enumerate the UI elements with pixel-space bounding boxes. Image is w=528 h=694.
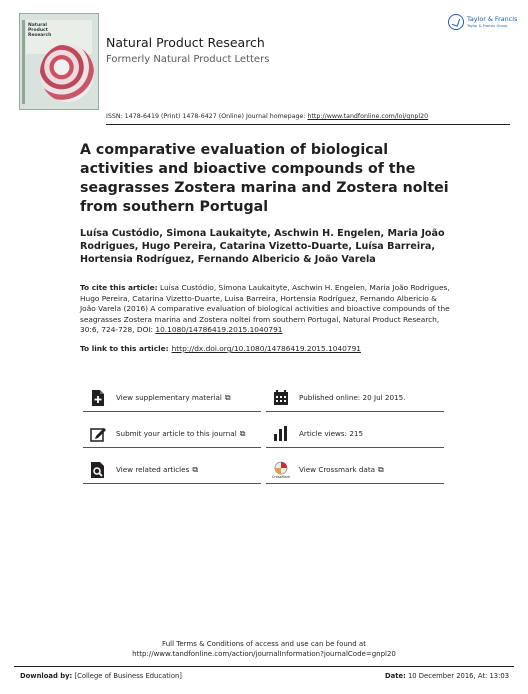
citation-text: Luísa Custódio, Simona Laukaityte, Aschwin H. Engelen, Maria João Rodrigues, Hugo Pereira, Catarina Vizetto-Duarte, Luísa Barreira, Hortensia Rodríguez, Fernando Albericio & João Varela (2016) A comparative evaluation of biological activities and bioactive compounds of the seagrasses Zostera marina and Zostera noltei from southern Portugal, Natural Product Research, 30:6, 724-728, DOI: — [80, 283, 450, 334]
published-online-info — [266, 384, 444, 412]
view-supplementary-button[interactable] — [83, 384, 261, 412]
article-url-link[interactable]: http://dx.doi.org/10.1080/14786419.2015.1040791 — [171, 344, 361, 353]
supplementary-label: View supplementary material — [116, 393, 222, 402]
article-title: A comparative evaluation of biological activities and bioactive compounds of the seagrasses Zostera marina and Zostera noltei from southern Portugal — [80, 142, 449, 215]
journal-homepage-link[interactable]: http://www.tandfonline.com/loi/gnpl20 — [307, 113, 429, 120]
terms-line-1: Full Terms & Conditions of access and use can be found at — [162, 640, 366, 648]
taylor-francis-icon — [448, 14, 464, 30]
publisher-logo[interactable] — [448, 14, 518, 34]
article-authors: Luísa Custódio, Simona Laukaityte, Aschwin H. Engelen, Maria João Rodrigues, Hugo Pereira, Catarina Vizetto-Duarte, Luísa Barreira, Hortensia Rodríguez, Fernando Albericio & João Varela — [80, 228, 445, 266]
cover-artwork — [40, 44, 94, 102]
publisher-name: Taylor & Francis — [467, 15, 518, 23]
related-articles-label: View related articles — [116, 465, 190, 474]
edit-pencil-icon — [89, 425, 107, 443]
citation-label: To cite this article: — [80, 283, 158, 292]
journal-cover-thumbnail — [19, 13, 99, 110]
published-online-label: Published online: 20 Jul 2015. — [299, 393, 406, 402]
download-date — [385, 672, 509, 680]
crossmark-icon — [272, 461, 290, 479]
terms-note — [60, 640, 468, 659]
calendar-icon — [272, 389, 290, 407]
view-crossmark-button[interactable] — [266, 456, 444, 484]
external-link-icon: ⧉ — [192, 464, 199, 474]
footer-divider — [14, 666, 514, 667]
date-label: Date: — [385, 672, 406, 680]
submit-article-label: Submit your article to this journal — [116, 429, 237, 438]
journal-subtitle: Formerly Natural Product Letters — [106, 54, 270, 65]
issn-line — [106, 113, 428, 120]
citation — [80, 283, 455, 336]
supplementary-file-icon — [89, 389, 107, 407]
article-link — [80, 344, 361, 353]
terms-url[interactable]: http://www.tandfonline.com/action/journalInformation?journalCode=gnpl20 — [132, 649, 396, 658]
bar-chart-icon — [272, 425, 290, 443]
external-link-icon: ⧉ — [224, 392, 231, 402]
external-link-icon: ⧉ — [239, 428, 246, 438]
view-related-articles-button[interactable] — [83, 456, 261, 484]
issn-text: ISSN: 1478-6419 (Print) 1478-6427 (Online) Journal homepage: — [106, 113, 308, 120]
external-link-icon: ⧉ — [378, 464, 384, 474]
cover-spine — [22, 20, 25, 104]
download-label: Download by: — [20, 672, 73, 680]
download-value: [College of Business Education] — [74, 672, 182, 680]
date-value: 10 December 2016, At: 13:03 — [407, 672, 510, 680]
publisher-tagline: Taylor & Francis Group — [467, 24, 508, 28]
cover-title: Natural Product Research — [28, 23, 52, 38]
article-views-label: Article views: 215 — [299, 429, 364, 438]
download-info — [20, 672, 182, 680]
article-views-info — [266, 420, 444, 448]
crossmark-label: View Crossmark data — [299, 465, 376, 474]
search-document-icon — [89, 461, 107, 479]
submit-article-button[interactable] — [83, 420, 261, 448]
doi-link[interactable]: 10.1080/14786419.2015.1040791 — [155, 325, 283, 334]
header-divider — [106, 124, 510, 125]
article-link-label: To link to this article: — [80, 344, 169, 353]
journal-title: Natural Product Research — [106, 35, 265, 50]
crossmark-logo-text: CrossMark — [272, 474, 290, 479]
